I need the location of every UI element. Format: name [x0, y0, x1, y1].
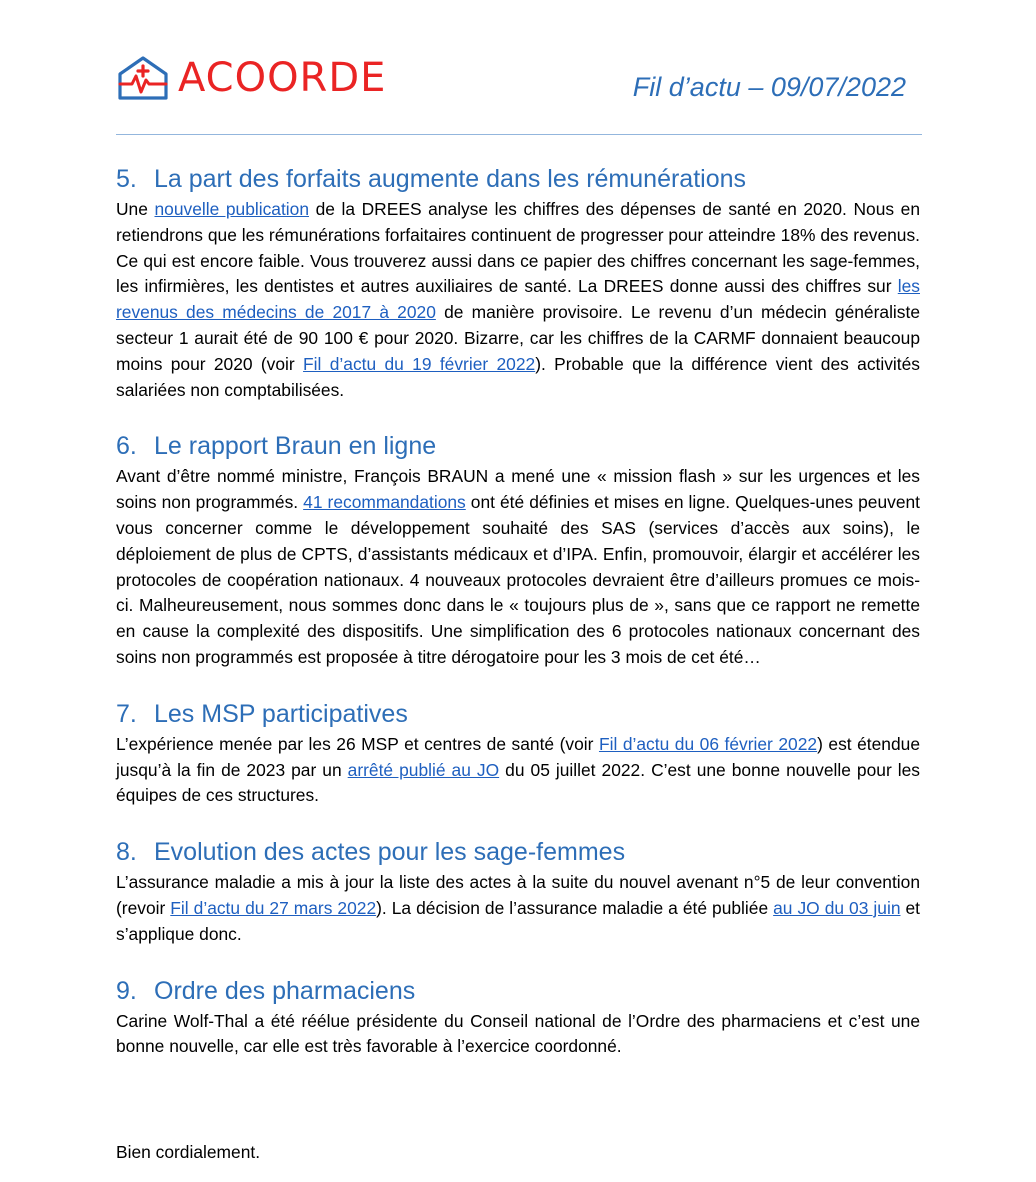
section-paragraph [116, 464, 920, 670]
section-6 [116, 429, 920, 670]
link-revenus-medecins[interactable]: les revenus des médecins de 2017 à 2020 [116, 276, 920, 323]
closing-salutation: Bien cordialement. [116, 1142, 261, 1162]
text-run: L’expérience menée par les 26 MSP et centres de santé (voir [116, 733, 599, 754]
text-run: L’assurance maladie a mis à jour la liste des actes à la suite du nouvel avenant n°5 de leur convention (revoir [116, 872, 920, 918]
section-paragraph [116, 870, 920, 947]
link-fil-actu-06-fevrier[interactable]: Fil d’actu du 06 février 2022 [598, 733, 818, 754]
text-run: ). La décision de l’assurance maladie a été publiée [376, 897, 774, 918]
section-5 [116, 162, 920, 403]
link-41-recommandations[interactable]: 41 recommandations [303, 492, 466, 513]
section-heading: Evolution des actes pour les sage-femmes [154, 838, 626, 867]
section-number: 8. [116, 838, 137, 867]
acoorde-logo [116, 50, 386, 106]
section-8 [116, 835, 920, 947]
section-paragraph: Carine Wolf-Thal a été réélue présidente du Conseil national de l’Ordre des pharmaciens et c’est une bonne nouvelle, car elle est très favorable à l’exercice coordonné. [116, 1010, 920, 1057]
link-arrete-jo[interactable]: arrêté publié au JO [347, 759, 500, 780]
text-run: ). Probable que la différence vient des activités salariées non comptabilisées. [116, 353, 920, 400]
section-heading: Le rapport Braun en ligne [154, 432, 437, 461]
section-title [116, 162, 920, 196]
section-number: 5. [116, 165, 137, 193]
header-divider [116, 134, 922, 135]
text-run: de la DREES analyse les chiffres des dépenses de santé en 2020. Nous en retiendrons que les rémunérations forfaitaires continuent de progresser pour atteindre 18% des revenus. Ce qui est encore faible. Vous trouverez aussi dans ce papier des chiffres concernant les sage-femmes, les infirmières, les dentistes et autres auxiliaires de santé. La DREES donne aussi des chiffres sur [116, 199, 920, 297]
house-heartbeat-icon [116, 54, 170, 102]
article-body [116, 162, 920, 1086]
section-title [116, 835, 920, 869]
text-run: ) est étendue jusqu’à la fin de 2023 par un [116, 733, 920, 780]
logo-wordmark: ACOORDE [178, 55, 387, 101]
section-heading: Les MSP participatives [154, 699, 408, 728]
link-fil-actu-27-mars[interactable]: Fil d’actu du 27 mars 2022 [170, 897, 377, 918]
text-run: Une [116, 199, 155, 219]
text-run: ont été définies et mises en ligne. Quelques-unes peuvent vous concerner comme le développement souhaité des SAS (services d’accès aux soins), le déploiement de plus de CPTS, d’assistants médicaux et d’IPA. Enfin, promouvoir, élargir et accélérer les protocoles de coopération nationaux. 4 nouveaux protocoles devraient être d’ailleurs promues ce mois-ci. Malheureusement, nous sommes donc dans le « toujours plus de », sans que ce rapport ne remette en cause la complexité des dispositifs. Une simplification des 6 protocoles nationaux concernant des soins non programmés est proposée à titre dérogatoire pour les 3 mois de cet été… [116, 492, 920, 667]
link-nouvelle-publication[interactable]: nouvelle publication [154, 199, 309, 219]
link-fil-actu-19-fevrier[interactable]: Fil d’actu du 19 février 2022 [303, 353, 536, 374]
section-heading: La part des forfaits augmente dans les rémunérations [154, 165, 747, 193]
text-run: et s’applique donc. [116, 897, 921, 944]
link-jo-03-juin[interactable]: au JO du 03 juin [773, 897, 901, 918]
section-paragraph [116, 197, 920, 403]
section-title [116, 974, 920, 1008]
page-header [116, 50, 922, 136]
section-number: 6. [116, 432, 137, 461]
section-paragraph [116, 732, 920, 809]
text-run: de manière provisoire. Le revenu d’un médecin généraliste secteur 1 aurait été de 90 100 € pour 2020. Bizarre, car les chiffres de la CARMF donnaient beaucoup moins pour 2020 (voir [116, 302, 920, 374]
section-number: 9. [116, 976, 137, 1005]
section-number: 7. [116, 699, 137, 728]
section-9 [116, 974, 920, 1061]
section-title [116, 429, 920, 463]
newsletter-dateline: Fil d’actu – 09/07/2022 [632, 72, 906, 102]
text-run: du 05 juillet 2022. C’est une bonne nouvelle pour les équipes de ces structures. [116, 759, 920, 806]
text-run: Avant d’être nommé ministre, François BRAUN a mené une « mission flash » sur les urgences et les soins non programmés. [116, 466, 920, 513]
section-7 [116, 697, 920, 809]
section-heading: Ordre des pharmaciens [154, 976, 416, 1005]
section-title [116, 697, 920, 731]
